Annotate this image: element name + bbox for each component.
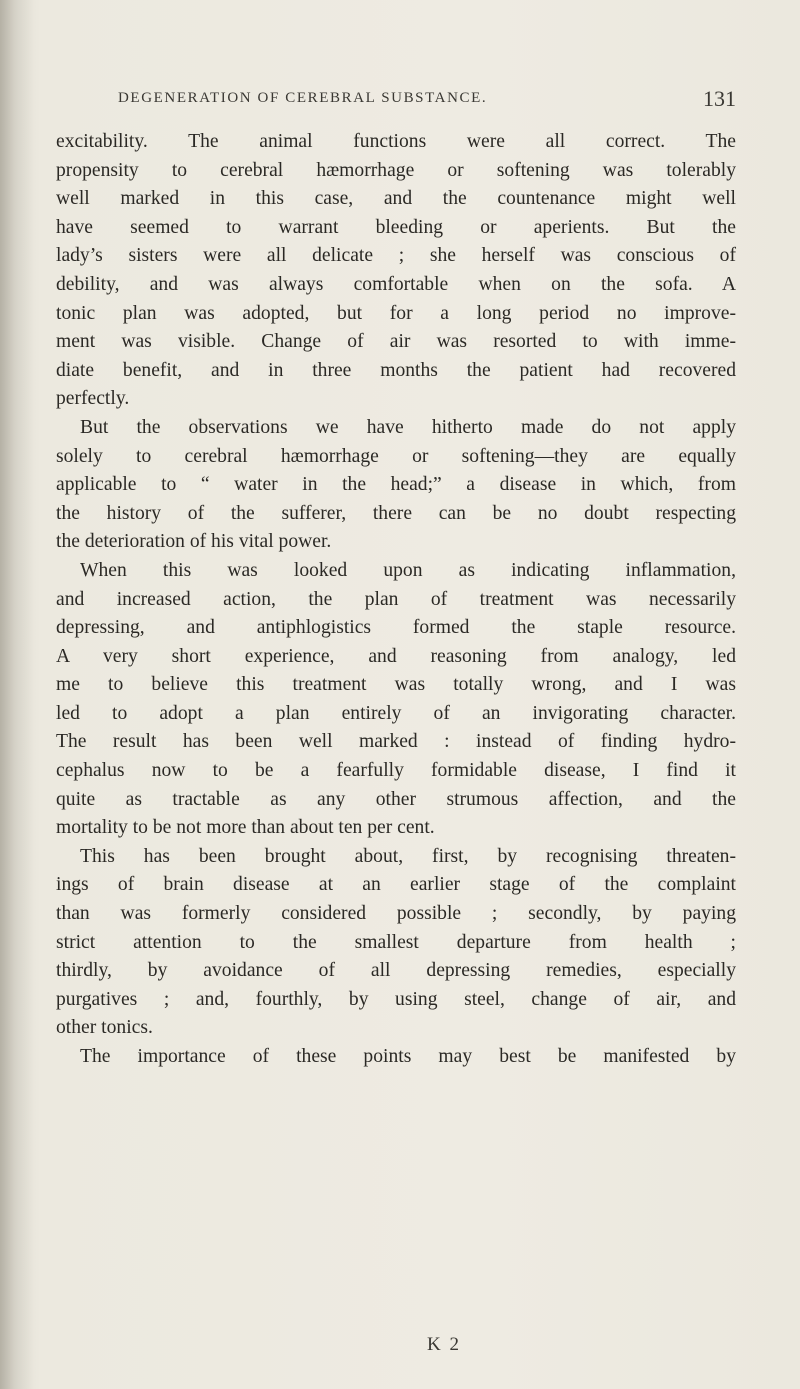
text-line: applicable to “ water in the head;” a disease in which, from <box>56 474 736 496</box>
text-line: purgatives ; and, fourthly, by using steel, change of air, and <box>56 988 736 1010</box>
text-line: have seemed to warrant bleeding or aperients. But the <box>56 216 736 238</box>
text-line: depressing, and antiphlogistics formed the staple resource. <box>56 617 736 639</box>
text-line: ment was visible. Change of air was resorted to with imme- <box>56 331 736 353</box>
text-line: A very short experience, and reasoning from analogy, led <box>56 645 736 667</box>
text-line: cephalus now to be a fearfully formidable disease, I find it <box>56 760 736 782</box>
text-line: the history of the sufferer, there can be no doubt respecting <box>56 502 736 524</box>
text-line: and increased action, the plan of treatment was necessarily <box>56 588 736 610</box>
text-line: When this was looked upon as indicating inflammation, <box>80 559 736 581</box>
text-line: The result has been well marked : instead of finding hydro- <box>56 731 736 753</box>
running-title: DEGENERATION OF CEREBRAL SUBSTANCE. <box>118 90 488 106</box>
text-line: other tonics. <box>56 1017 153 1039</box>
text-line: perfectly. <box>56 388 130 410</box>
body-text <box>56 128 736 1072</box>
text-line: than was formerly considered possible ; secondly, by paying <box>56 903 736 925</box>
text-line: quite as tractable as any other strumous affection, and the <box>56 788 736 810</box>
text-line: thirdly, by avoidance of all depressing remedies, especially <box>56 960 736 982</box>
text-line: lady’s sisters were all delicate ; she herself was conscious of <box>56 245 736 267</box>
text-line: strict attention to the smallest departure from health ; <box>56 931 736 953</box>
text-line: diate benefit, and in three months the patient had recovered <box>56 359 736 381</box>
text-line: propensity to cerebral hæmorrhage or softening was tolerably <box>56 159 736 181</box>
text-line: The importance of these points may best be manifested by <box>80 1046 736 1067</box>
text-line: me to believe this treatment was totally wrong, and I was <box>56 674 736 696</box>
text-line: mortality to be not more than about ten per cent. <box>56 817 435 839</box>
binding-shadow <box>0 0 34 1389</box>
text-line: ings of brain disease at an earlier stage of the complaint <box>56 874 736 896</box>
text-line: led to adopt a plan entirely of an invigorating character. <box>56 702 736 724</box>
page-number: 131 <box>703 86 736 111</box>
running-head <box>118 86 736 116</box>
text-line: solely to cerebral hæmorrhage or softening—they are equally <box>56 445 736 467</box>
text-line: This has been brought about, first, by recognising threaten- <box>80 845 736 867</box>
text-line: well marked in this case, and the countenance might well <box>56 188 736 210</box>
signature-mark: K 2 <box>427 1334 461 1355</box>
text-line: tonic plan was adopted, but for a long period no improve- <box>56 302 736 324</box>
text-line: But the observations we have hitherto made do not apply <box>80 416 736 438</box>
text-line: excitability. The animal functions were all correct. The <box>56 131 736 152</box>
text-line: debility, and was always comfortable when on the sofa. A <box>56 273 736 295</box>
text-line: the deterioration of his vital power. <box>56 531 332 553</box>
